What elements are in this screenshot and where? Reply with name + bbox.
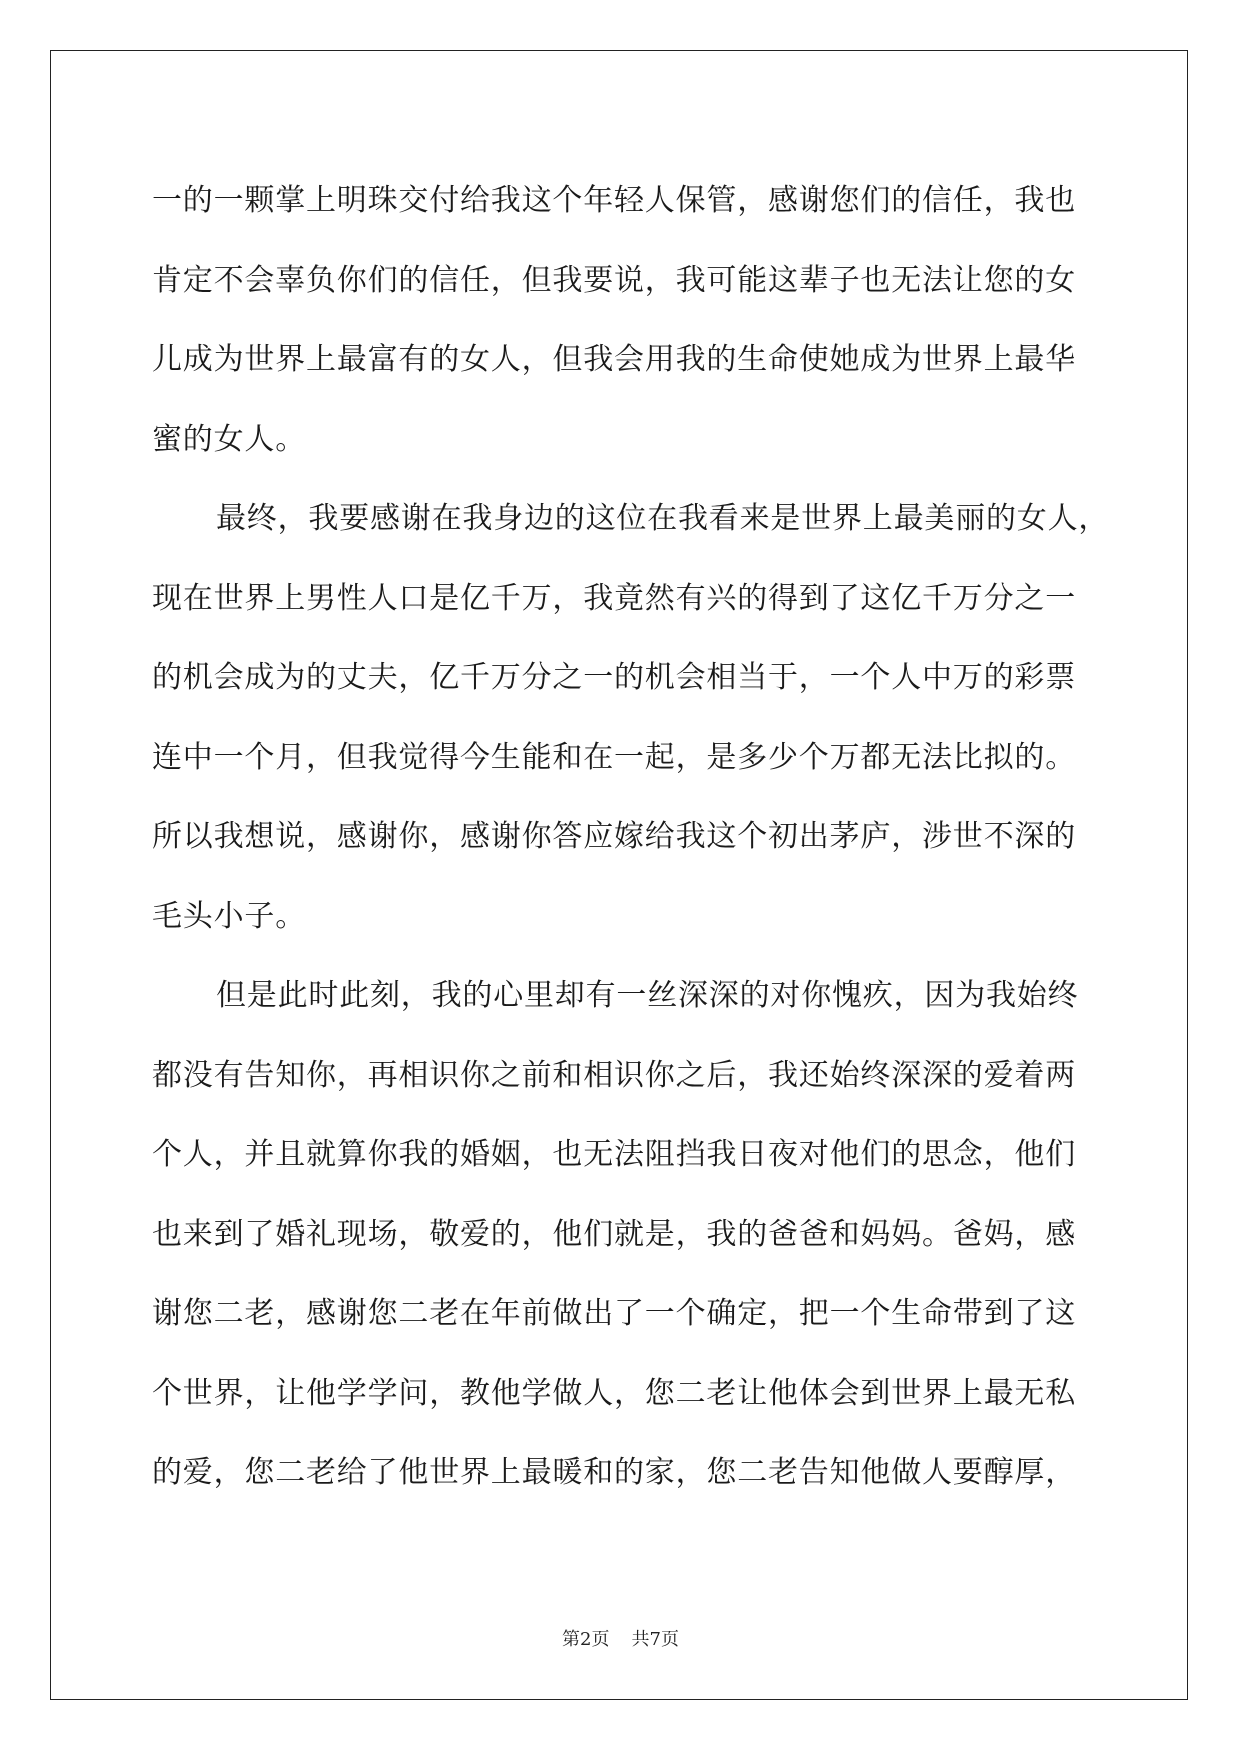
text-line: 谢您二老，感谢您二老在年前做出了一个确定，把一个生命带到了这 [152,1296,1076,1331]
text-line: 毛头小子。 [152,898,306,934]
text-line: 的爱，您二老给了他世界上最暖和的家，您二老告知他做人要醇厚， [152,1455,1076,1490]
text-line: 都没有告知你，再相识你之前和相识你之后，我还始终深深的爱着两 [152,1057,1076,1093]
page-number: 第2页 [562,1629,610,1650]
paragraph-first-line: 最终，我要感谢在我身边的这位在我看来是世界上最美丽的女人， [216,501,1110,536]
text-line: 儿成为世界上最富有的女人，但我会用我的生命使她成为世界上最华 [152,342,1076,377]
text-line: 的机会成为的丈夫，亿千万分之一的机会相当于，一个人中万的彩票 [152,660,1076,695]
text-line: 现在世界上男性人口是亿千万，我竟然有兴的得到了这亿千万分之一 [152,580,1076,616]
text-line: 也来到了婚礼现场，敬爱的，他们就是，我的爸爸和妈妈。爸妈，感 [152,1216,1076,1252]
document-body [152,161,1110,1513]
text-line: 个世界，让他学学问，教他学做人，您二老让他体会到世界上最无私 [152,1375,1076,1411]
text-line: 蜜的女人。 [152,421,306,457]
paragraph-first-line: 但是此时此刻，我的心里却有一丝深深的对你愧疚，因为我始终 [216,978,1079,1013]
text-line: 肯定不会辜负你们的信任，但我要说，我可能这辈子也无法让您的女 [152,262,1076,298]
text-line: 所以我想说，感谢你，感谢你答应嫁给我这个初出茅庐，涉世不深的 [152,819,1076,854]
total-pages: 共7页 [631,1629,679,1650]
text-line: 一的一颗掌上明珠交付给我这个年轻人保管，感谢您们的信任，我也 [152,183,1076,218]
text-line: 连中一个月，但我觉得今生能和在一起，是多少个万都无法比拟的。 [152,739,1076,775]
page-footer [0,1625,1241,1651]
text-line: 个人，并且就算你我的婚姻，也无法阻挡我日夜对他们的思念，他们 [152,1137,1076,1172]
